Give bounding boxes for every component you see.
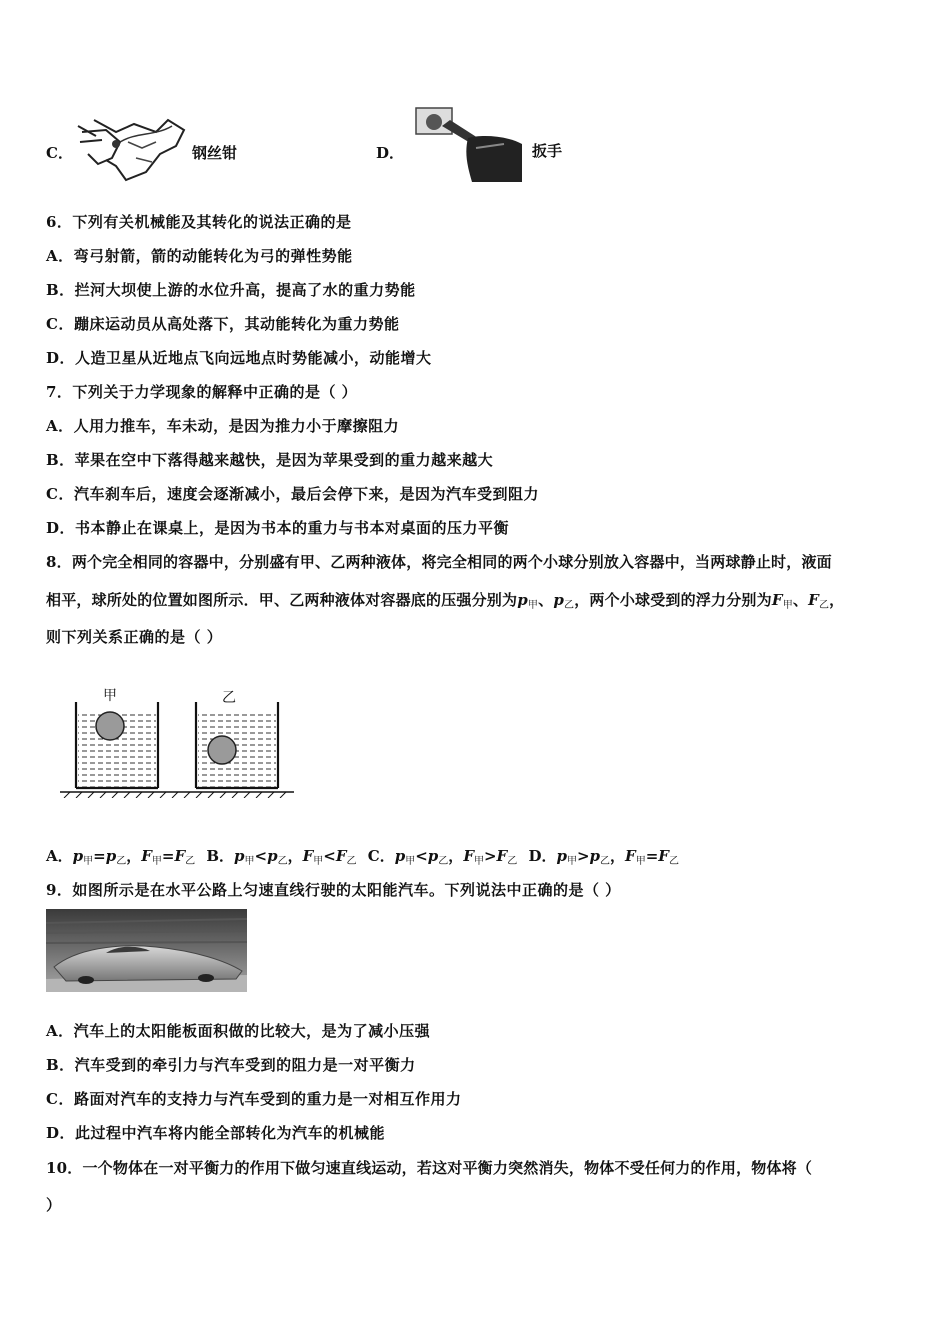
q7-option-a: A．人用力推车，车未动，是因为推力小于摩擦阻力 [46, 417, 400, 435]
q6-option-d: D．人造卫星从近地点飞向远地点时势能减小，动能增大 [46, 349, 432, 367]
q10-stem-line2: ） [46, 1196, 62, 1214]
q8-option-a: A．$p_甲=p_乙$，$F_甲=F_乙$ [46, 847, 196, 867]
q5-option-d-letter: D． [376, 144, 405, 162]
q8-stem-line2: 相平，球所处的位置如图所示．甲、乙两种液体对容器底的压强分别为$p_甲$、$p_乙$，两个小球受到的浮力分别为$F_甲$、$F_乙$， [46, 591, 845, 611]
pliers-image [76, 102, 191, 186]
q7-stem: 7．下列关于力学现象的解释中正确的是（ ） [46, 383, 358, 401]
q9-stem: 9．如图所示是在水平公路上匀速直线行驶的太阳能汽车。下列说法中正确的是（ ） [46, 881, 621, 899]
q5-option-c-label: 钢丝钳 [192, 144, 238, 162]
q9-option-b: B．汽车受到的牵引力与汽车受到的阻力是一对平衡力 [46, 1056, 416, 1074]
q7-option-c: C．汽车刹车后，速度会逐渐减小，最后会停下来，是因为汽车受到阻力 [46, 485, 539, 503]
q8-stem-line1: 8．两个完全相同的容器中，分别盛有甲、乙两种液体，将完全相同的两个小球分别放入容器中，当两球静止时，液面 [46, 553, 832, 571]
q6-stem: 6．下列有关机械能及其转化的说法正确的是 [46, 213, 352, 231]
q5-option-c-letter: C． [46, 144, 73, 162]
q8-options [46, 845, 679, 867]
q6-option-b: B．拦河大坝使上游的水位升高，提高了水的重力势能 [46, 281, 416, 299]
q7-option-b: B．苹果在空中下落得越来越快，是因为苹果受到的重力越来越大 [46, 451, 494, 469]
q8-option-d: D．$p_甲>p_乙$，$F_甲=F_乙$ [528, 847, 679, 867]
q8-figure-label-yi: 乙 [222, 690, 236, 706]
q10-stem-line1: 10．一个物体在一对平衡力的作用下做匀速直线运动，若这对平衡力突然消失，物体不受任何力的作用，物体将（ [46, 1159, 813, 1177]
q8-option-b: B．$p_甲<p_乙$，$F_甲<F_乙$ [206, 847, 357, 867]
q9-option-d: D．此过程中汽车将内能全部转化为汽车的机械能 [46, 1124, 386, 1142]
q5-option-d-label: 扳手 [532, 142, 563, 160]
q6-option-a: A．弯弓射箭，箭的动能转化为弓的弹性势能 [46, 247, 353, 265]
q5-option-d [376, 100, 616, 190]
q7-option-d: D．书本静止在课桌上，是因为书本的重力与书本对桌面的压力平衡 [46, 519, 510, 537]
solar-car-photo [46, 909, 247, 992]
wrench-image [412, 104, 524, 184]
q9-option-c: C．路面对汽车的支持力与汽车受到的重力是一对相互作用力 [46, 1090, 462, 1108]
q8-figure-label-jia: 甲 [103, 688, 117, 704]
q8-stem-line3: 则下列关系正确的是（ ） [46, 628, 223, 646]
q6-option-c: C．蹦床运动员从高处落下，其动能转化为重力势能 [46, 315, 400, 333]
q9-option-a: A．汽车上的太阳能板面积做的比较大，是为了减小压强 [46, 1022, 431, 1040]
q8-option-c: C．$p_甲<p_乙$，$F_甲>F_乙$ [367, 847, 518, 867]
q5-option-c [46, 100, 306, 190]
q8-containers-figure [58, 682, 298, 798]
